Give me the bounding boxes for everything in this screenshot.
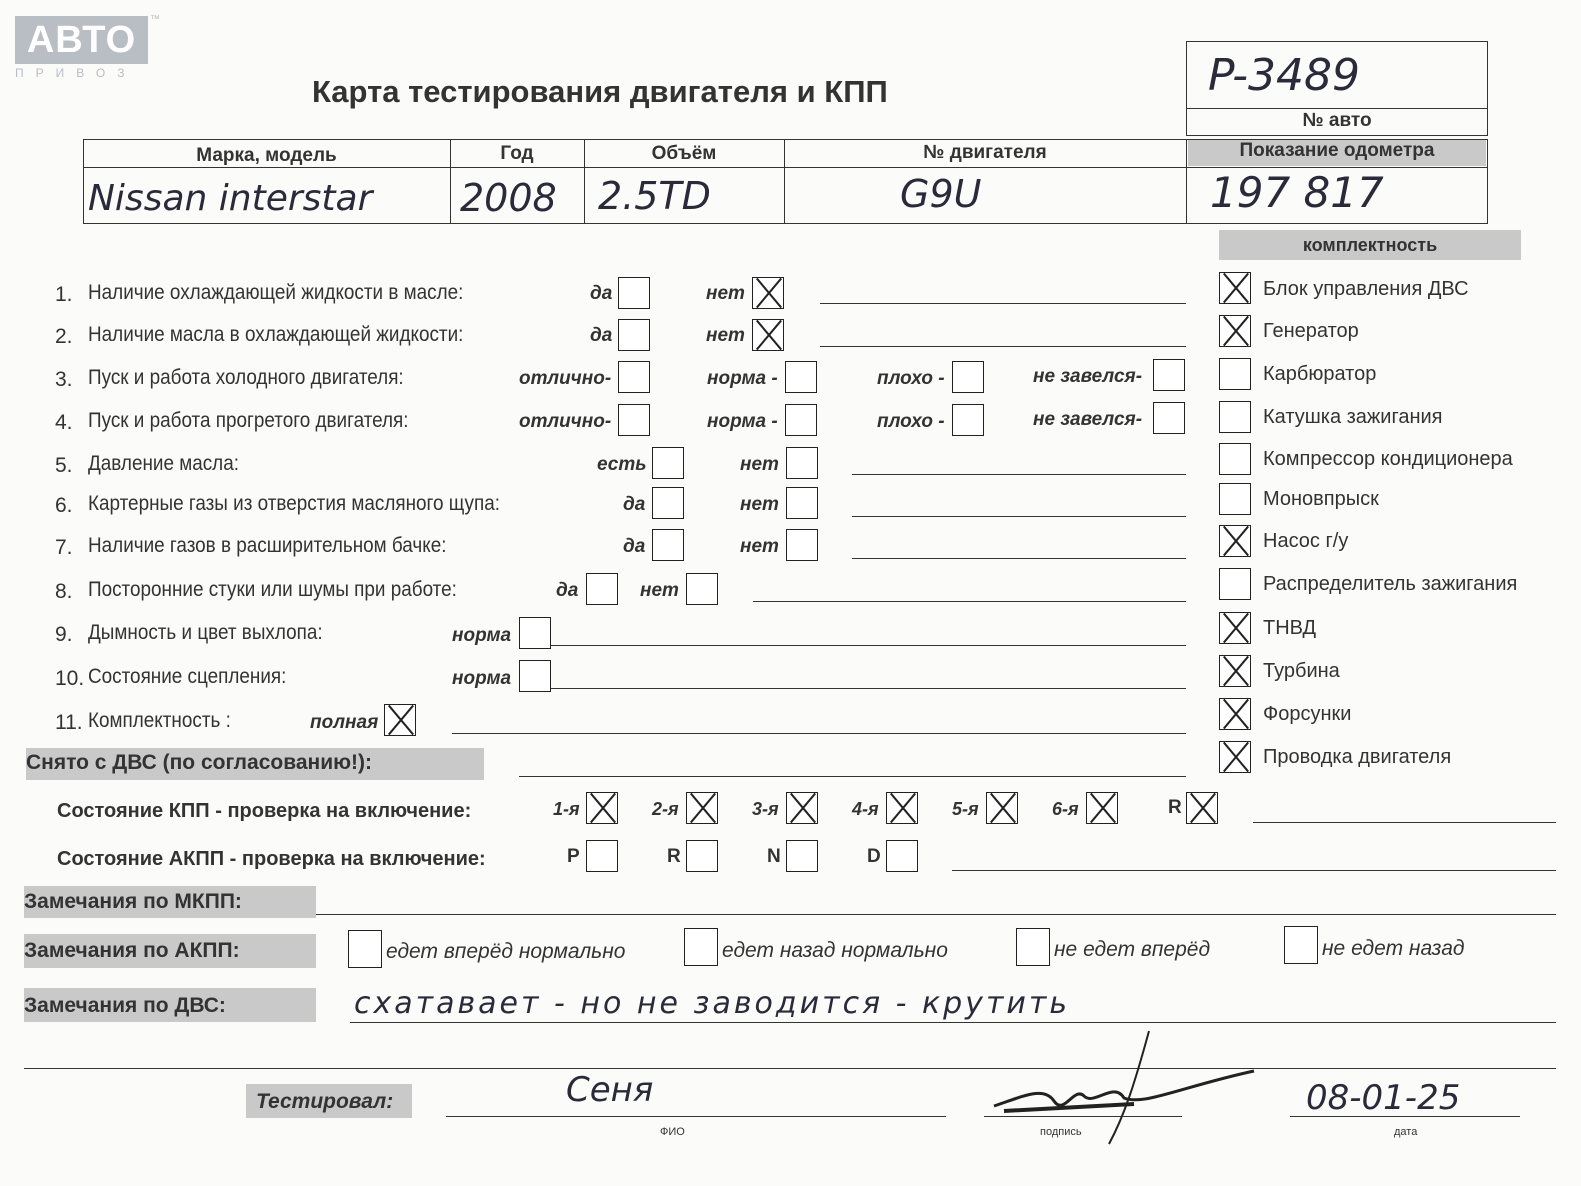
gear-1-checkbox[interactable] bbox=[586, 792, 618, 824]
logo-subtitle: ПРИВОЗ bbox=[15, 66, 137, 80]
akpp-no-forward-checkbox[interactable] bbox=[1016, 928, 1050, 966]
kit-engine-wiring-checkbox[interactable] bbox=[1219, 741, 1251, 773]
question-11-number: 11. bbox=[55, 711, 83, 734]
kit-carburetor-checkbox[interactable] bbox=[1219, 358, 1251, 390]
question-11-full: полная bbox=[310, 712, 379, 733]
header-engine-no: № двигателя bbox=[923, 142, 1047, 163]
gear-3-label: 3-я bbox=[752, 799, 779, 819]
question-8-yes: да bbox=[556, 580, 579, 601]
question-3-not-started-checkbox[interactable] bbox=[1153, 359, 1185, 391]
akpp-no-forward: не едет вперёд bbox=[1054, 938, 1211, 961]
value-make-model: Nissan interstar bbox=[88, 178, 373, 219]
kit-title: комплектность bbox=[1219, 230, 1521, 260]
question-8-no-checkbox[interactable] bbox=[686, 573, 718, 605]
kit-ac-compressor: Компрессор кондиционера bbox=[1263, 448, 1513, 470]
tested-label: Тестировал: bbox=[256, 1090, 394, 1113]
kit-distributor: Распределитель зажигания bbox=[1263, 573, 1518, 595]
kit-distributor-checkbox[interactable] bbox=[1219, 568, 1251, 600]
question-6-yes-checkbox[interactable] bbox=[652, 487, 684, 519]
question-4-bad: плохо - bbox=[877, 411, 945, 432]
gear-r-label: R bbox=[1168, 797, 1182, 818]
question-9-text: Дымность и цвет выхлопа: bbox=[88, 621, 323, 644]
question-7-yes-checkbox[interactable] bbox=[652, 529, 684, 561]
gear-6-label: 6-я bbox=[1052, 799, 1079, 819]
question-10-normal: норма bbox=[452, 668, 512, 689]
kit-mono-injection: Моновпрыск bbox=[1263, 488, 1379, 510]
remarks-akpp-label: Замечания по АКПП: bbox=[24, 939, 240, 962]
akpp-r-label: R bbox=[667, 846, 681, 867]
gear-r-checkbox[interactable] bbox=[1186, 792, 1218, 824]
question-3-normal: норма - bbox=[707, 368, 778, 389]
question-11-full-checkbox[interactable] bbox=[384, 704, 416, 736]
question-6-text: Картерные газы из отверстия масляного щупа: bbox=[88, 492, 500, 515]
header-make-model: Марка, модель bbox=[196, 145, 337, 166]
car-number-value: P-3489 bbox=[1208, 50, 1360, 101]
question-3-text: Пуск и работа холодного двигателя: bbox=[88, 366, 404, 389]
header-year: Год bbox=[500, 143, 534, 164]
question-5-no: нет bbox=[740, 454, 779, 475]
kit-power-steering-pump: Насос г/у bbox=[1263, 530, 1349, 552]
tested-name: Сеня bbox=[566, 1070, 654, 1110]
akpp-d-checkbox[interactable] bbox=[886, 840, 918, 872]
kit-mono-injection-checkbox[interactable] bbox=[1219, 483, 1251, 515]
car-number-label: № авто bbox=[1302, 110, 1372, 131]
question-3-excellent-checkbox[interactable] bbox=[618, 361, 650, 393]
question-10-number: 10. bbox=[55, 667, 85, 690]
question-11-text: Комплектность : bbox=[88, 709, 231, 732]
question-9-number: 9. bbox=[55, 623, 73, 646]
question-7-no: нет bbox=[740, 536, 779, 557]
question-3-number: 3. bbox=[55, 368, 73, 391]
question-5-no-checkbox[interactable] bbox=[786, 447, 818, 479]
remarks-dvs-value: схатавает - но не заводится - крутить bbox=[354, 986, 1071, 1021]
kit-turbine-checkbox[interactable] bbox=[1219, 655, 1251, 687]
kit-injectors: Форсунки bbox=[1263, 703, 1352, 725]
akpp-forward-ok: едет вперёд нормально bbox=[386, 940, 626, 963]
question-10-text: Состояние сцепления: bbox=[88, 665, 287, 688]
akpp-r-checkbox[interactable] bbox=[686, 840, 718, 872]
question-3-excellent: отлично- bbox=[519, 368, 612, 389]
question-9-normal-checkbox[interactable] bbox=[519, 617, 551, 649]
question-8-yes-checkbox[interactable] bbox=[586, 573, 618, 605]
header-volume: Объём bbox=[651, 143, 717, 164]
kit-ignition-coil: Катушка зажигания bbox=[1263, 406, 1443, 428]
page-title: Карта тестирования двигателя и КПП bbox=[312, 74, 888, 109]
value-year: 2008 bbox=[460, 176, 557, 220]
question-8-number: 8. bbox=[55, 580, 73, 603]
question-8-text: Посторонние стуки или шумы при работе: bbox=[88, 578, 457, 601]
gear-5-checkbox[interactable] bbox=[986, 792, 1018, 824]
kit-ecu: Блок управления ДВС bbox=[1263, 278, 1469, 300]
remarks-dvs-label: Замечания по ДВС: bbox=[24, 994, 226, 1017]
tested-date: 08-01-25 bbox=[1306, 1078, 1461, 1118]
kit-turbine: Турбина bbox=[1263, 660, 1340, 682]
gear-4-label: 4-я bbox=[852, 799, 879, 819]
question-1-yes-checkbox[interactable] bbox=[618, 277, 650, 309]
header-odometer: Показание одометра bbox=[1239, 140, 1435, 161]
akpp-p-checkbox[interactable] bbox=[586, 840, 618, 872]
question-4-not-started-checkbox[interactable] bbox=[1153, 402, 1185, 434]
question-7-yes: да bbox=[623, 536, 646, 557]
akpp-no-backward-checkbox[interactable] bbox=[1284, 926, 1318, 964]
question-2-no-checkbox[interactable] bbox=[752, 319, 784, 351]
question-7-no-checkbox[interactable] bbox=[786, 529, 818, 561]
question-4-bad-checkbox[interactable] bbox=[952, 404, 984, 436]
value-odometer: 197 817 bbox=[1210, 168, 1384, 217]
question-7-text: Наличие газов в расширительном бачке: bbox=[88, 534, 447, 557]
kit-injection-pump: ТНВД bbox=[1263, 617, 1317, 639]
question-2-yes-checkbox[interactable] bbox=[618, 319, 650, 351]
question-1-number: 1. bbox=[55, 283, 73, 306]
akpp-d-label: D bbox=[867, 846, 881, 867]
akpp-backward-ok: едет назад нормально bbox=[722, 939, 948, 962]
kit-generator: Генератор bbox=[1263, 320, 1359, 342]
question-5-yes: есть bbox=[597, 454, 647, 475]
kit-generator-checkbox[interactable] bbox=[1219, 315, 1251, 347]
gear-4-checkbox[interactable] bbox=[886, 792, 918, 824]
question-5-text: Давление масла: bbox=[88, 452, 239, 475]
gear-2-checkbox[interactable] bbox=[686, 792, 718, 824]
question-3-bad: плохо - bbox=[877, 368, 945, 389]
question-2-no: нет bbox=[706, 325, 745, 346]
remarks-mkpp-label: Замечания по МКПП: bbox=[24, 890, 242, 913]
kit-ac-compressor-checkbox[interactable] bbox=[1219, 443, 1251, 475]
question-10-normal-checkbox[interactable] bbox=[519, 660, 551, 692]
signature-label: подпись bbox=[1040, 1126, 1082, 1138]
value-volume: 2.5TD bbox=[598, 174, 711, 218]
question-4-excellent-checkbox[interactable] bbox=[618, 404, 650, 436]
fio-label: ФИО bbox=[660, 1126, 685, 1138]
question-4-text: Пуск и работа прогретого двигателя: bbox=[88, 409, 409, 432]
question-2-number: 2. bbox=[55, 325, 73, 348]
question-6-no-checkbox[interactable] bbox=[786, 487, 818, 519]
question-1-no-checkbox[interactable] bbox=[752, 277, 784, 309]
akpp-no-backward: не едет назад bbox=[1322, 937, 1465, 960]
akpp-backward-ok-checkbox[interactable] bbox=[684, 928, 718, 966]
question-5-number: 5. bbox=[55, 454, 73, 477]
removed-label: Снято с ДВС (по согласованию!): bbox=[26, 751, 373, 774]
question-4-excellent: отлично- bbox=[519, 411, 612, 432]
kit-ignition-coil-checkbox[interactable] bbox=[1219, 401, 1251, 433]
akpp-n-label: N bbox=[767, 846, 781, 867]
question-3-bad-checkbox[interactable] bbox=[952, 361, 984, 393]
question-5-yes-checkbox[interactable] bbox=[652, 447, 684, 479]
date-label: дата bbox=[1394, 1126, 1418, 1138]
akpp-p-label: P bbox=[567, 846, 580, 867]
kit-carburetor: Карбюратор bbox=[1263, 363, 1377, 385]
kit-engine-wiring: Проводка двигателя bbox=[1263, 746, 1452, 768]
value-engine-no: G9U bbox=[900, 172, 982, 216]
question-1-text: Наличие охлаждающей жидкости в масле: bbox=[88, 281, 464, 304]
gear-2-label: 2-я bbox=[652, 799, 679, 819]
akpp-n-checkbox[interactable] bbox=[786, 840, 818, 872]
question-7-number: 7. bbox=[55, 536, 73, 559]
question-1-no: нет bbox=[706, 283, 745, 304]
question-2-text: Наличие масла в охлаждающей жидкости: bbox=[88, 323, 464, 346]
question-2-yes: да bbox=[590, 325, 613, 346]
logo: АВТО bbox=[15, 16, 148, 64]
kit-injection-pump-checkbox[interactable] bbox=[1219, 612, 1251, 644]
question-3-normal-checkbox[interactable] bbox=[785, 361, 817, 393]
kit-power-steering-pump-checkbox[interactable] bbox=[1219, 525, 1251, 557]
gear-1-label: 1-я bbox=[553, 799, 580, 819]
gear-5-label: 5-я bbox=[952, 799, 979, 819]
signature bbox=[984, 1026, 1264, 1146]
trademark: ™ bbox=[150, 14, 160, 25]
question-6-yes: да bbox=[623, 494, 646, 515]
akpp-check-label: Состояние АКПП - проверка на включение: bbox=[57, 848, 486, 870]
question-6-no: нет bbox=[740, 494, 779, 515]
question-4-not-started: не завелся- bbox=[1033, 409, 1143, 430]
question-3-not-started: не завелся- bbox=[1033, 366, 1143, 387]
gear-6-checkbox[interactable] bbox=[1086, 792, 1118, 824]
question-8-no: нет bbox=[640, 580, 679, 601]
question-6-number: 6. bbox=[55, 494, 73, 517]
gear-3-checkbox[interactable] bbox=[786, 792, 818, 824]
kit-ecu-checkbox[interactable] bbox=[1219, 272, 1251, 304]
question-4-normal: норма - bbox=[707, 411, 778, 432]
mkpp-check-label: Состояние КПП - проверка на включение: bbox=[57, 800, 472, 822]
question-4-number: 4. bbox=[55, 411, 73, 434]
question-1-yes: да bbox=[590, 283, 613, 304]
akpp-forward-ok-checkbox[interactable] bbox=[348, 930, 382, 968]
question-4-normal-checkbox[interactable] bbox=[785, 404, 817, 436]
question-9-normal: норма bbox=[452, 625, 512, 646]
kit-injectors-checkbox[interactable] bbox=[1219, 698, 1251, 730]
